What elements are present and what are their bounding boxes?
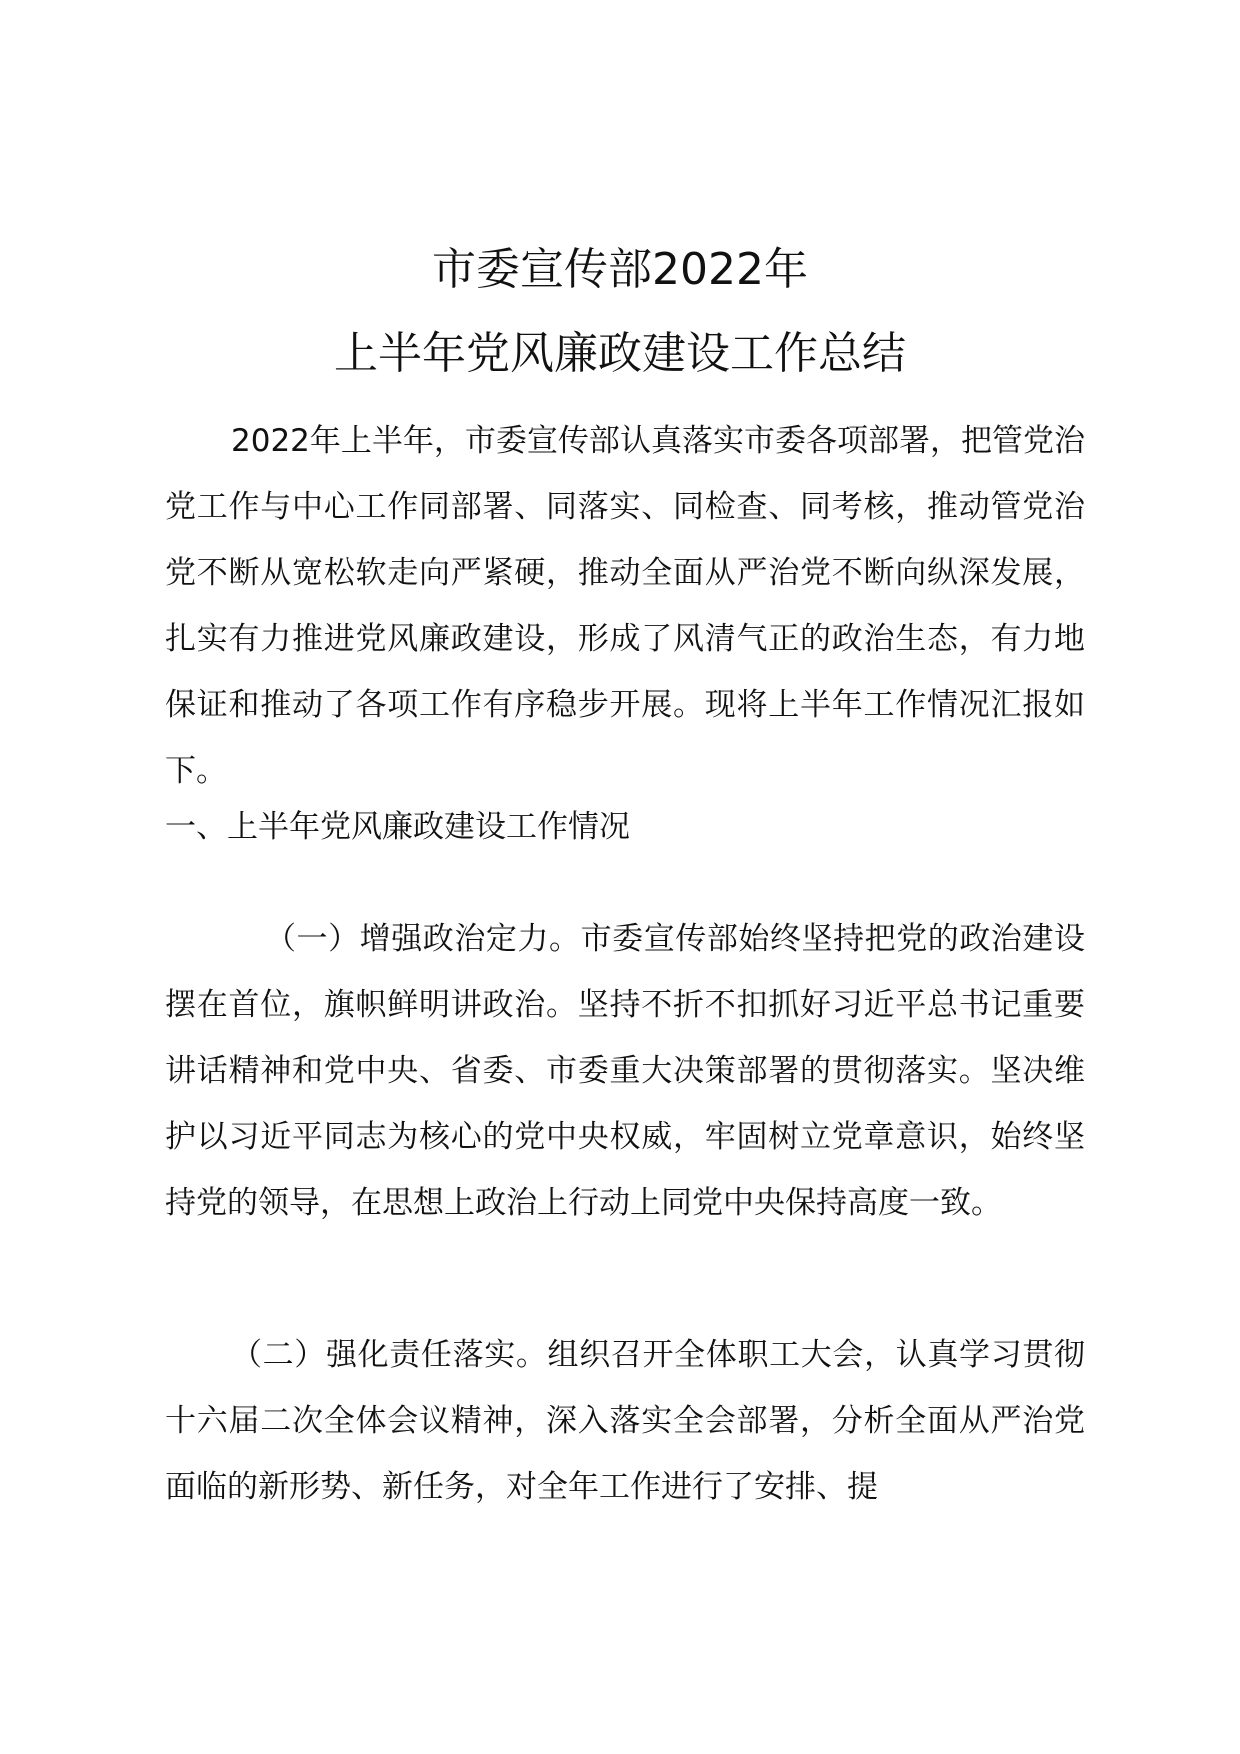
document-title-line2: 上半年党风廉政建设工作总结 [334,328,906,379]
section-heading: 一、上半年党风廉政建设工作情况 [165,809,630,845]
document-title-line1: 市委宣传部2022年 [432,244,808,295]
intro-paragraph: 2022年上半年，市委宣传部认真落实市委各项部署，把管党治党工作与中心工作同部署、同落实、同检查、同考核，推动管党治党不断从宽松软走向严紧硬，推动全面从严治党不断向纵深发展，扎实有力推进党风廉政建设，形成了风清气正的政治生态，有力地保证和推动了各项工作有序稳步开展。现将上半年工作情况汇报如下。 [165,423,1085,789]
section-paragraph-2: （二）强化责任落实。组织召开全体职工大会，认真学习贯彻十六届二次全体会议精神，深入落实全会部署，分析全面从严治党面临的新形势、新任务，对全年工作进行了安排、提 [165,1337,1085,1505]
section-paragraph-1: （一）增强政治定力。市委宣传部始终坚持把党的政治建设摆在首位，旗帜鲜明讲政治。坚持不折不扣抓好习近平总书记重要讲话精神和党中央、省委、市委重大决策部署的贯彻落实。坚决维护以习近平同志为核心的党中央权威，牢固树立党章意识，始终坚持党的领导，在思想上政治上行动上同党中央保持高度一致。 [165,921,1085,1221]
